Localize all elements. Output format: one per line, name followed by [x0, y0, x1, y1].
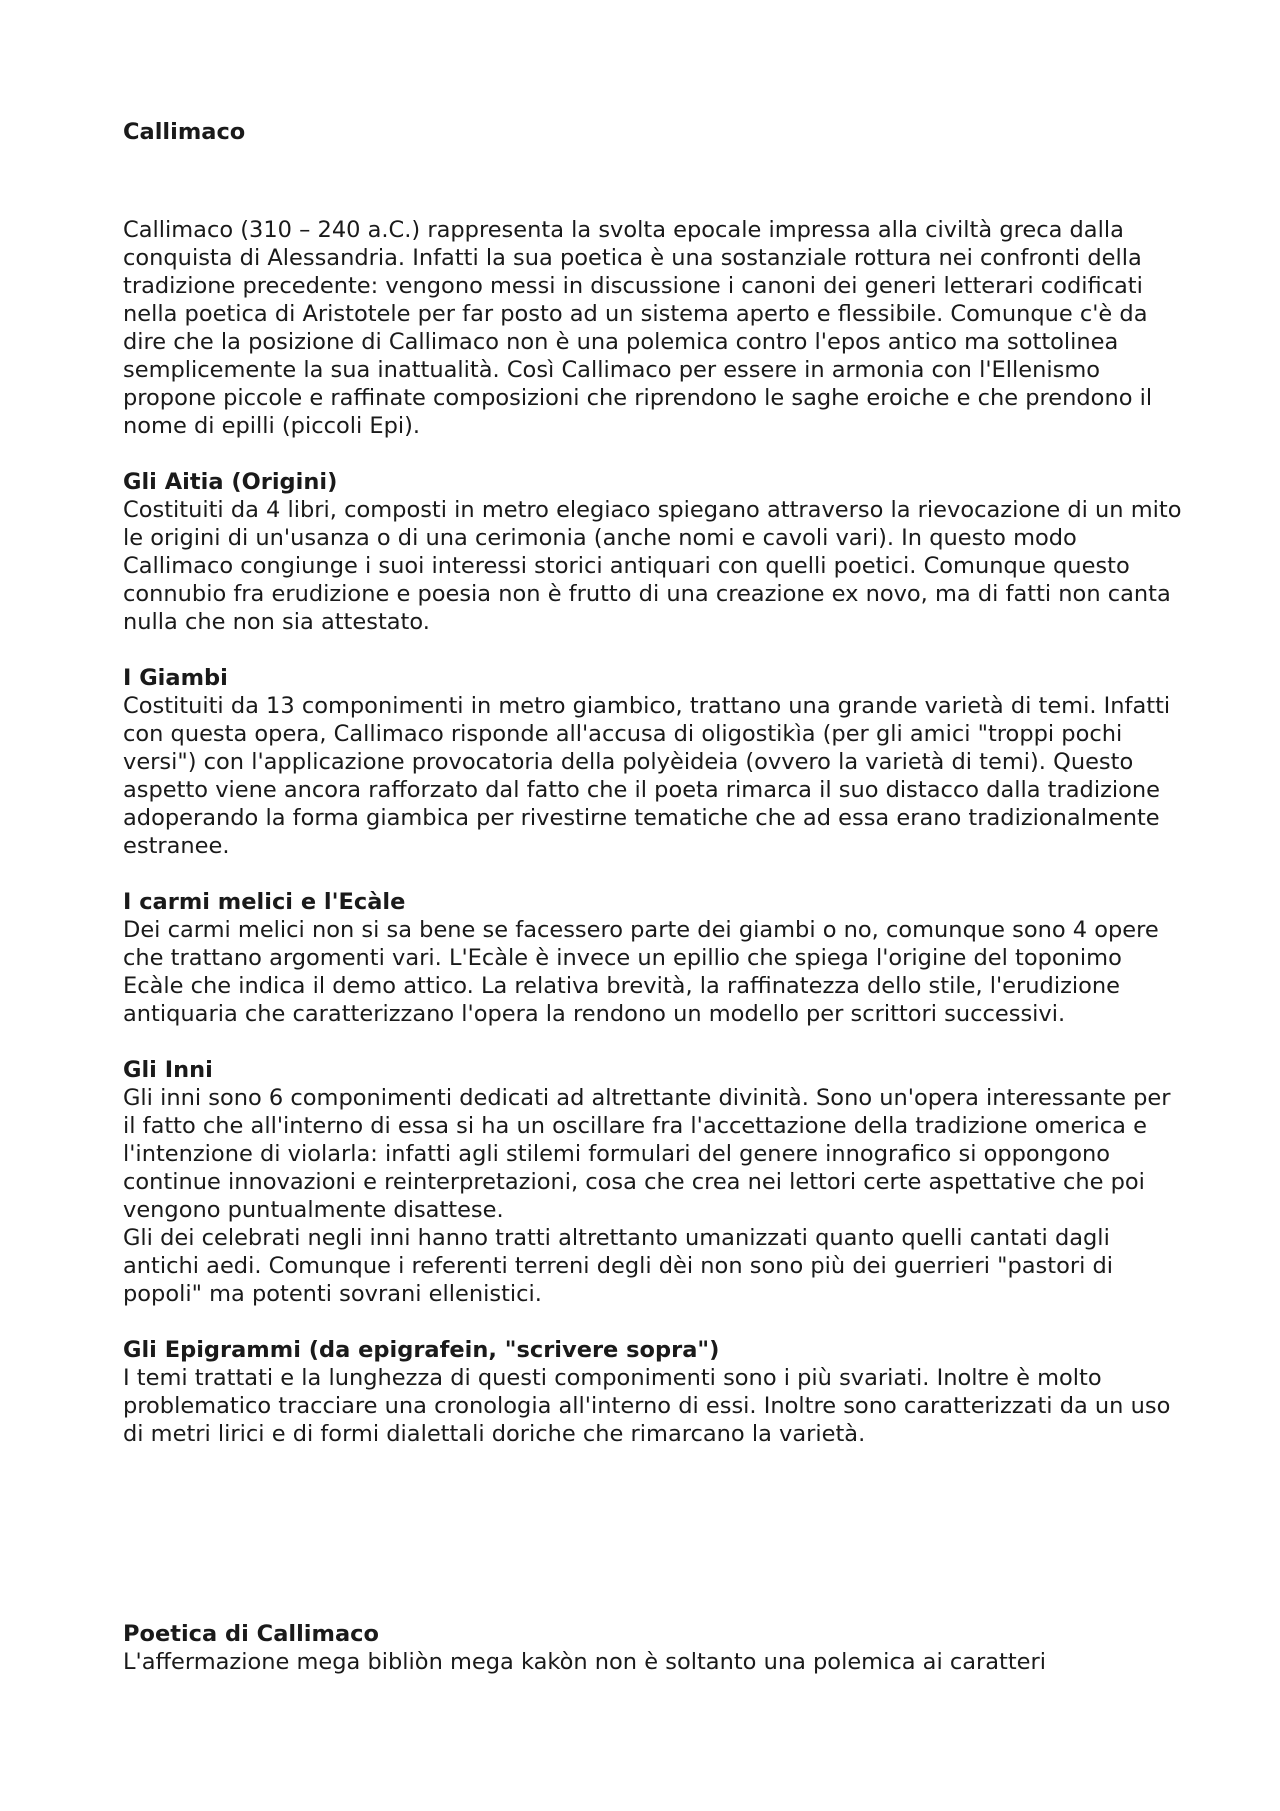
section-epigrammi	[123, 1336, 1183, 1448]
section-paragraph: Costituiti da 13 componimenti in metro giambico, trattano una grande varietà di temi. Infatti con questa opera, Callimaco risponde all'accusa di oligostikìa (per gli amici "troppi pochi versi") con l'applicazione provocatoria della polyèideia (ovvero la varietà di temi). Questo aspetto viene ancora rafforzato dal fatto che il poeta rimarca il suo distacco dalla tradizione adoperando la forma giambica per rivestirne tematiche che ad essa erano tradizionalmente estranee.	[123, 693, 1171, 859]
section-aitia	[123, 468, 1183, 636]
section-carmi-melici	[123, 888, 1183, 1028]
section-heading: Poetica di Callimaco	[123, 1621, 379, 1647]
document-body	[123, 118, 1183, 1476]
section-paragraph: L'affermazione mega bibliòn mega kakòn non è soltanto una polemica ai caratteri	[123, 1649, 1047, 1675]
section-paragraph: Costituiti da 4 libri, composti in metro elegiaco spiegano attraverso la rievocazione di un mito le origini di un'usanza o di una cerimonia (anche nomi e cavoli vari). In questo modo Callimaco congiunge i suoi interessi storici antiquari con quelli poetici. Comunque questo connubio fra erudizione e poesia non è frutto di una creazione ex novo, ma di fatti non canta nulla che non sia attestato.	[123, 497, 1182, 635]
section-giambi	[123, 664, 1183, 860]
section-heading: Gli Epigrammi (da epigrafein, "scrivere sopra")	[123, 1337, 720, 1363]
section-poetica	[123, 1620, 1183, 1676]
section-inni	[123, 1056, 1183, 1308]
section-heading: Gli Inni	[123, 1057, 213, 1083]
intro-paragraph: Callimaco (310 – 240 a.C.) rappresenta la svolta epocale impressa alla civiltà greca dalla conquista di Alessandria. Infatti la sua poetica è una sostanziale rottura nei confronti della tradizione precedente: vengono messi in discussione i canoni dei generi letterari codificati nella poetica di Aristotele per far posto ad un sistema aperto e flessibile. Comunque c'è da dire che la posizione di Callimaco non è una polemica contro l'epos antico ma sottolinea semplicemente la sua inattualità. Così Callimaco per essere in armonia con l'Ellenismo propone piccole e raffinate composizioni che riprendono le saghe eroiche e che prendono il nome di epilli (piccoli Epi).	[123, 217, 1153, 439]
section-heading: Gli Aitia (Origini)	[123, 469, 338, 495]
section-paragraph: Gli dei celebrati negli inni hanno tratti altrettanto umanizzati quanto quelli cantati dagli antichi aedi. Comunque i referenti terreni degli dèi non sono più dei guerrieri "pastori di popoli" ma potenti sovrani ellenistici.	[123, 1225, 1114, 1307]
section-heading: I Giambi	[123, 665, 228, 691]
section-paragraph: I temi trattati e la lunghezza di questi componimenti sono i più svariati. Inoltre è molto problematico tracciare una cronologia all'interno di essi. Inoltre sono caratterizzati da un uso di metri lirici e di formi dialettali doriche che rimarcano la varietà.	[123, 1365, 1171, 1447]
section-paragraph: Gli inni sono 6 componimenti dedicati ad altrettante divinità. Sono un'opera interessante per il fatto che all'interno di essa si ha un oscillare fra l'accettazione della tradizione omerica e l'intenzione di violarla: infatti agli stilemi formulari del genere innografico si oppongono continue innovazioni e reinterpretazioni, cosa che crea nei lettori certe aspettative che poi vengono puntualmente disattese.	[123, 1085, 1171, 1223]
section-heading: I carmi melici e l'Ecàle	[123, 889, 406, 915]
section-paragraph: Dei carmi melici non si sa bene se facessero parte dei giambi o no, comunque sono 4 opere che trattano argomenti vari. L'Ecàle è invece un epillio che spiega l'origine del toponimo Ecàle che indica il demo attico. La relativa brevità, la raffinatezza dello stile, l'erudizione antiquaria che caratterizzano l'opera la rendono un modello per scrittori successivi.	[123, 917, 1159, 1027]
document-title: Callimaco	[123, 119, 246, 145]
